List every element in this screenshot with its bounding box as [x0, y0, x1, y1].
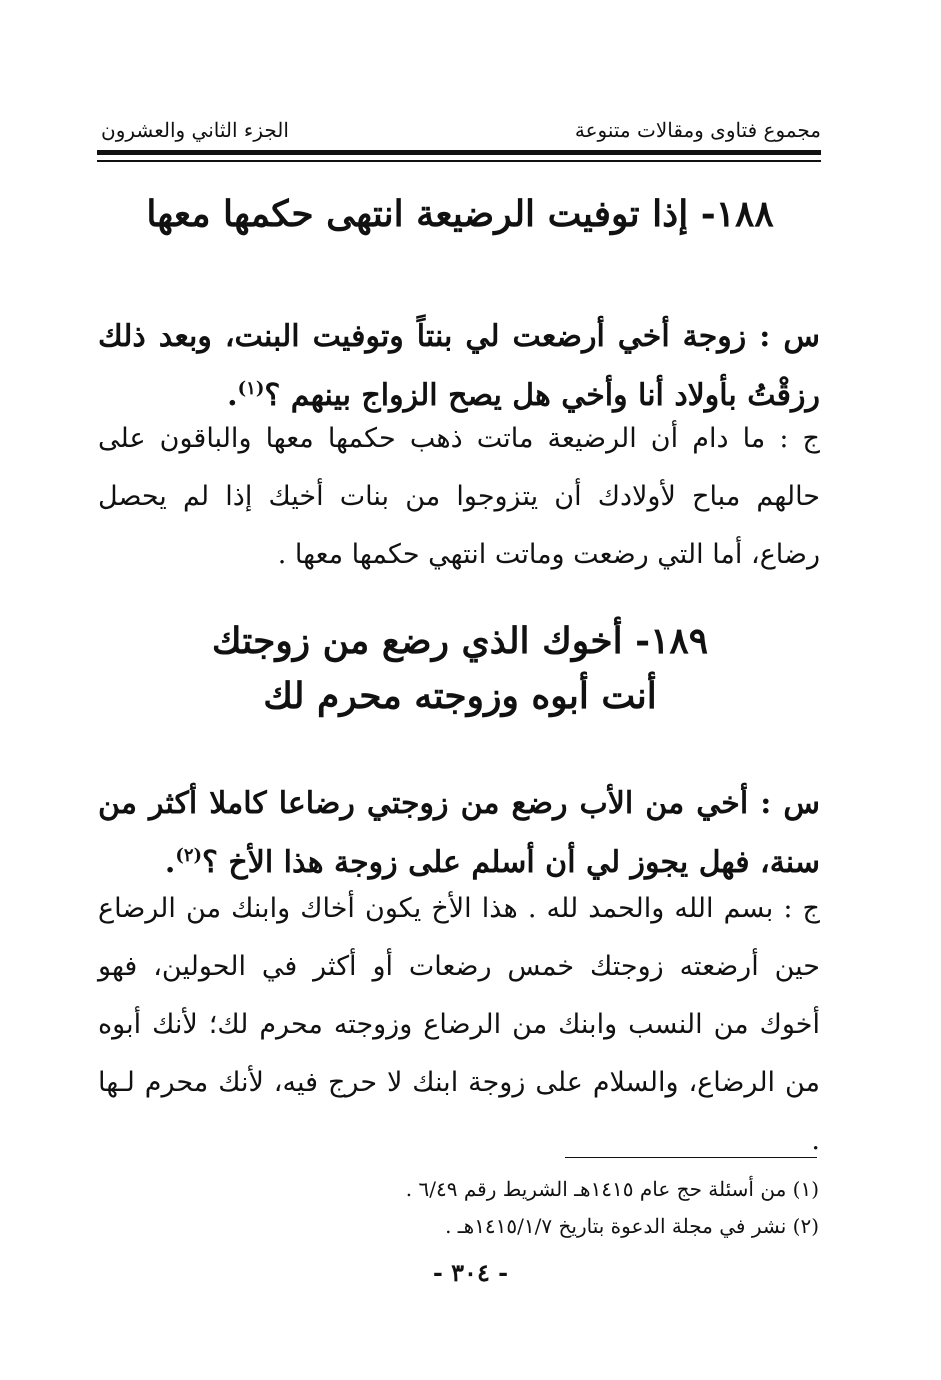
fatwa-189-title-line2: أنت أبوه وزوجته محرم لك: [263, 675, 657, 717]
header-rule-thin: [97, 160, 821, 162]
running-header-volume: الجزء الثاني والعشرون: [101, 118, 289, 142]
fatwa-188-question: س : زوجة أخي أرضعت لي بنتاً وتوفيت البنت، وبعد ذلك رزقْتُ بأولاد أنا وأخي هل يصح الزواج بينهم ؟$^{(١)}$.: [98, 319, 820, 413]
fatwa-188-question-text: س : زوجة أخي أرضعت لي بنتاً وتوفيت البنت، وبعد ذلك رزقْتُ بأولاد أنا وأخي هل يصح الزواج بينهم ؟: [98, 319, 820, 413]
footnote-1: (١) من أسئلة حج عام ١٤١٥هـ الشريط رقم ٦/٤٩ .: [405, 1177, 819, 1201]
footnote-separator: [565, 1157, 817, 1158]
fatwa-188-answer: ج : ما دام أن الرضيعة ماتت ذهب حكمها معها والباقون على حالهم مباح لأولادك أن يتزوجوا من بنات أخيك إذا لم يحصل رضاع، أما التي رضعت وماتت انتهي حكمها معها .: [98, 423, 820, 570]
fatwa-188-title: ١٨٨- إذا توفيت الرضيعة انتهى حكمها معها: [146, 193, 774, 235]
footnote-ref-1: (١): [237, 378, 265, 399]
fatwa-189-question: س : أخي من الأب رضع من زوجتي رضاعا كاملا أكثر من سنة، فهل يجوز لي أن أسلم على زوجة هذا الأخ ؟$^{(٢)}$.: [98, 786, 820, 880]
header-rule-thick: [97, 150, 821, 155]
running-header-book-title: مجموع فتاوى ومقالات متنوعة: [574, 118, 821, 142]
footnote-ref-2: (٢): [175, 845, 203, 866]
footnote-2: (٢) نشر في مجلة الدعوة بتاريخ ١٤١٥/١/٧هـ .: [445, 1214, 819, 1238]
fatwa-189-title-line1: ١٨٩- أخوك الذي رضع من زوجتك: [211, 620, 709, 662]
page-number: - ٣٠٤ -: [432, 1258, 509, 1287]
fatwa-189-answer: ج : بسم الله والحمد لله . هذا الأخ يكون أخاك وابنك من الرضاع حين أرضعته زوجتك خمس رضعات أو أكثر في الحولين، فهو أخوك من النسب وابنك من الرضاع وزوجته محرم لك؛ لأنك أبوه من الرضاع، والسلام على زوجة ابنك لا حرج فيه، لأنك محرم لـها .: [98, 893, 820, 1156]
fatwa-189-question-text: س : أخي من الأب رضع من زوجتي رضاعا كاملا أكثر من سنة، فهل يجوز لي أن أسلم على زوجة هذا الأخ ؟: [98, 786, 820, 880]
